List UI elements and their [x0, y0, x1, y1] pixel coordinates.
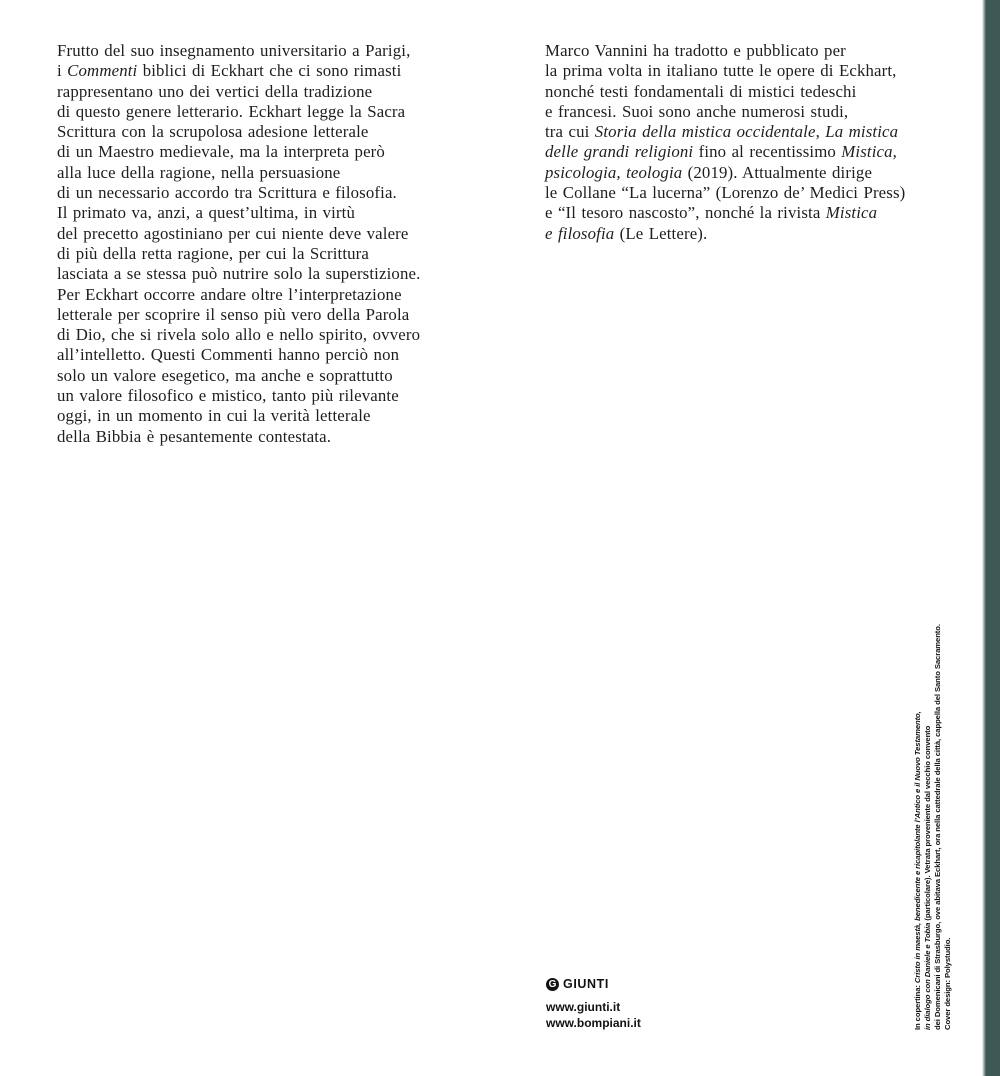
- cover-credit-vertical-text: [913, 580, 955, 1030]
- text-line: dei Domenicani di Strasburgo, ove abitava Eckhart, ora nella cattedrale della città, cappella del Santo Sacramento.: [933, 624, 942, 1030]
- text-line: Scrittura con la scrupolosa adesione letterale: [57, 122, 369, 142]
- spine-stripe: [982, 0, 1000, 1076]
- text-line: e francesi. Suoi sono anche numerosi studi,: [545, 101, 849, 121]
- text-line: lasciata a se stessa può nutrire solo la superstizione.: [57, 264, 421, 284]
- text-line: delle grandi religioni fino al recentissimo Mistica,: [545, 142, 898, 162]
- flap-paragraph-left: [57, 41, 420, 447]
- text-line: in dialogo con Daniele e Tobia (particolare). Vetrata proveniente dal vecchio convento: [923, 725, 932, 1030]
- publisher-block: [546, 977, 641, 1031]
- giunti-g-icon: G: [546, 978, 559, 991]
- text-line: della Bibbia è pesantemente contestata.: [57, 426, 332, 446]
- text-line: e “Il tesoro nascosto”, nonché la rivista Mistica: [545, 203, 878, 223]
- text-line: Cover design: Polystudio.: [943, 937, 952, 1030]
- text-line: un valore filosofico e mistico, tanto più rilevante: [57, 386, 399, 406]
- text-line: Il primato va, anzi, a quest’ultima, in virtù: [57, 203, 356, 223]
- text-line: rappresentano uno dei vertici della tradizione: [57, 81, 373, 101]
- text-line: di un necessario accordo tra Scrittura e filosofia.: [57, 183, 397, 203]
- publisher-url: www.giunti.it: [546, 1000, 621, 1014]
- giunti-logo-text: GIUNTI: [563, 977, 609, 991]
- text-line: del precetto agostiniano per cui niente deve valere: [57, 223, 409, 243]
- text-line: nonché testi fondamentali di mistici tedeschi: [545, 81, 857, 101]
- text-line: alla luce della ragione, nella persuasione: [57, 162, 341, 182]
- text-line: di Dio, che si rivela solo allo e nello spirito, ovvero: [57, 325, 421, 345]
- text-line: Marco Vannini ha tradotto e pubblicato per: [545, 41, 846, 60]
- text-line: Per Eckhart occorre andare oltre l’interpretazione: [57, 284, 402, 304]
- text-line: In copertina: Cristo in maestà, benedicente e ricapitolante l’Antico e il Nuovo Testamento,: [913, 711, 922, 1030]
- text-line: solo un valore esegetico, ma anche e soprattutto: [57, 365, 393, 385]
- text-line: e filosofia (Le Lettere).: [545, 223, 708, 243]
- text-line: letterale per scoprire il senso più vero della Parola: [57, 304, 410, 324]
- text-line: i Commenti biblici di Eckhart che ci sono rimasti: [57, 61, 402, 81]
- text-line: oggi, in un momento in cui la verità letterale: [57, 406, 371, 426]
- text-line: di più della retta ragione, per cui la Scrittura: [57, 243, 370, 263]
- text-line: all’intelletto. Questi Commenti hanno perciò non: [57, 345, 400, 365]
- text-line: di un Maestro medievale, ma la interpreta però: [57, 142, 385, 162]
- text-line: la prima volta in italiano tutte le opere di Eckhart,: [545, 61, 897, 81]
- giunti-logo: [546, 977, 641, 991]
- flap-paragraph-right: [545, 41, 905, 244]
- text-line: psicologia, teologia (2019). Attualmente dirige: [545, 162, 873, 182]
- text-line: tra cui Storia della mistica occidentale, La mistica: [545, 122, 899, 142]
- publisher-url: www.bompiani.it: [546, 1015, 641, 1030]
- text-line: di questo genere letterario. Eckhart legge la Sacra: [57, 101, 406, 121]
- text-line: le Collane “La lucerna” (Lorenzo de’ Medici Press): [545, 183, 906, 203]
- publisher-urls: [546, 1000, 641, 1031]
- text-line: Frutto del suo insegnamento universitario a Parigi,: [57, 41, 411, 60]
